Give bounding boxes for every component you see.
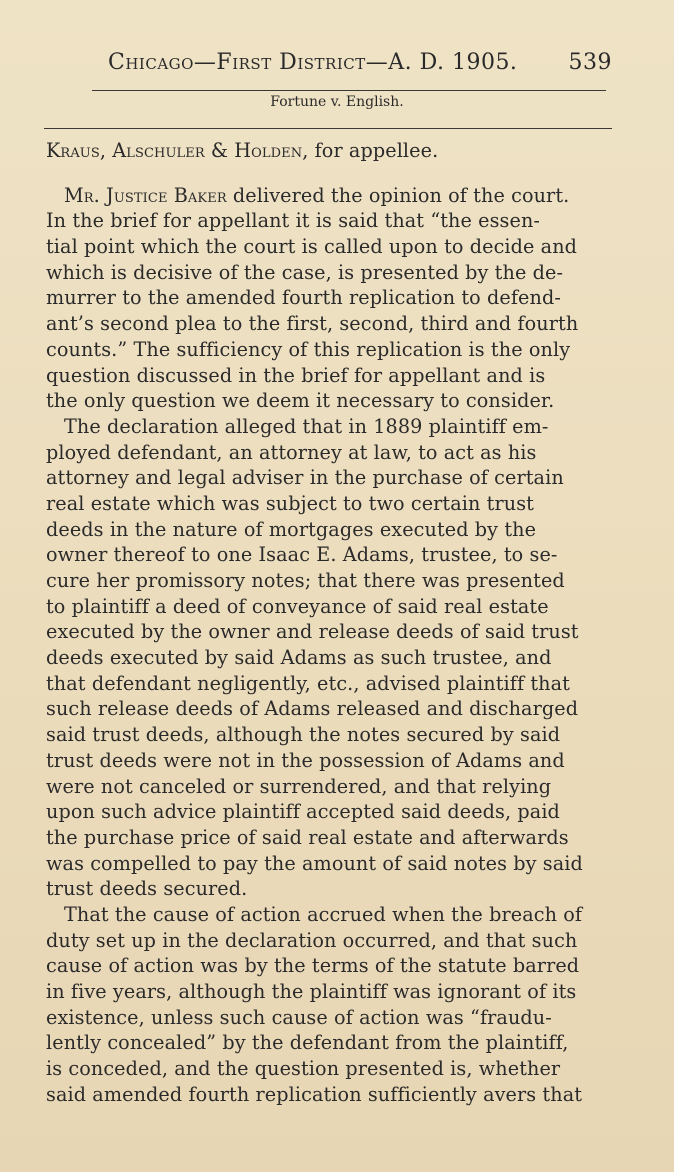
line-text: cure her promissory notes; that there was presented [46, 569, 565, 592]
line-text: the purchase price of said real estate and afterwards [46, 825, 569, 849]
text-line [46, 311, 624, 337]
header-rule-bottom [44, 128, 612, 129]
text-line [46, 208, 624, 234]
text-line [46, 568, 624, 594]
line-text: trust deeds were not in the possession of Adams and [46, 748, 565, 772]
text-line [46, 260, 624, 286]
line-text: existence, unless such cause of action was “fraudu- [46, 1005, 552, 1029]
line-text: counts.” The sufficiency of this replication is the only [46, 337, 571, 361]
line-text: lently concealed” by the defendant from the plaintiff, [46, 1031, 569, 1055]
line-text: murrer to the amended fourth replication to defend- [46, 286, 561, 310]
text-line [46, 876, 624, 902]
line-text: were not canceled or surrendered, and that relying [46, 774, 552, 798]
text-line [46, 748, 624, 774]
text-line [46, 183, 624, 209]
line-text: is conceded, and the question presented is, whether [46, 1057, 561, 1081]
paragraphs [46, 183, 624, 1108]
text-line [46, 645, 624, 671]
text-line [46, 619, 624, 645]
line-text: owner thereof to one Isaac E. Adams, trustee, to se- [46, 543, 558, 567]
line-text: attorney and legal adviser in the purchase of certain [46, 466, 564, 490]
case-name: Fortune v. English. [270, 94, 404, 110]
line-text: real estate which was subject to two certain trust [46, 491, 534, 515]
line-text: That the cause of action accrued when the breach of [64, 902, 583, 926]
text-line [46, 517, 624, 543]
line-text: trust deeds secured. [46, 877, 248, 901]
running-head [108, 50, 612, 75]
text-line [46, 388, 624, 414]
line-text: tial point which the court is called upon to decide and [46, 235, 578, 259]
text-line [46, 285, 624, 311]
line-text: deeds in the nature of mortgages executed by the [46, 517, 537, 541]
line-text: question discussed in the brief for appellant and is [46, 363, 546, 387]
line-text: in five years, although the plaintiff was ignorant of its [46, 980, 577, 1003]
text-line [46, 337, 624, 363]
line-text: deeds executed by said Adams as such trustee, and [46, 646, 552, 670]
line-text: upon such advice plaintiff accepted said deeds, paid [46, 800, 560, 824]
text-line [46, 594, 624, 620]
line-text: such release deeds of Adams released and discharged [46, 697, 579, 721]
line-text: the only question we deem it necessary to consider. [46, 389, 555, 413]
text-line [46, 1082, 624, 1108]
text-line [46, 1056, 624, 1082]
text-line [46, 774, 624, 800]
line-text: delivered the opinion of the court. [226, 183, 570, 207]
text-line [46, 491, 624, 517]
text-line [46, 696, 624, 722]
line-text: ant’s second plea to the first, second, third and fourth [46, 312, 579, 336]
text-line [46, 1030, 624, 1056]
text-line [46, 928, 624, 954]
page-number: 539 [568, 50, 612, 75]
text-line [46, 671, 624, 697]
counsel-firm: Kraus, Alschuler & Holden, [46, 139, 309, 162]
line-text: was compelled to pay the amount of said notes by said [46, 851, 583, 875]
text-line [46, 234, 624, 260]
line-text: executed by the owner and release deeds of said trust [46, 620, 579, 644]
running-title: Chicago—First District—A. D. 1905. [108, 50, 518, 75]
text-line [46, 979, 624, 1005]
line-text: said trust deeds, although the notes secured by said [46, 723, 561, 747]
line-text: to plaintiff a deed of conveyance of said real estate [46, 594, 549, 618]
counsel-line [46, 138, 624, 164]
line-text: said amended fourth replication sufficiently avers that [46, 1082, 583, 1106]
text-line [46, 825, 624, 851]
text-line [46, 722, 624, 748]
text-line [46, 953, 624, 979]
text-line [46, 414, 624, 440]
justice-name: Mr. Justice Baker [64, 183, 227, 207]
opinion-body [46, 138, 624, 1107]
line-text: duty set up in the declaration occurred, and that such [46, 928, 578, 952]
line-text: The declaration alleged that in 1889 plaintiff em- [64, 414, 549, 438]
paragraph [46, 414, 624, 902]
text-line [46, 440, 624, 466]
text-line [46, 465, 624, 491]
text-line [46, 902, 624, 928]
counsel-role: for appellee. [308, 139, 439, 162]
text-line [46, 363, 624, 389]
text-line [46, 799, 624, 825]
line-text: that defendant negligently, etc., advised plaintiff that [46, 671, 570, 695]
line-text: ployed defendant, an attorney at law, to act as his [46, 440, 537, 464]
text-line [46, 542, 624, 568]
line-text: In the brief for appellant it is said that “the essen- [46, 209, 540, 233]
line-text: which is decisive of the case, is presented by the de- [46, 260, 564, 284]
text-line [46, 1005, 624, 1031]
line-text: cause of action was by the terms of the statute barred [46, 954, 580, 978]
text-line [46, 851, 624, 877]
header-rule-top [92, 90, 606, 91]
paragraph [46, 183, 624, 414]
paragraph [46, 902, 624, 1108]
